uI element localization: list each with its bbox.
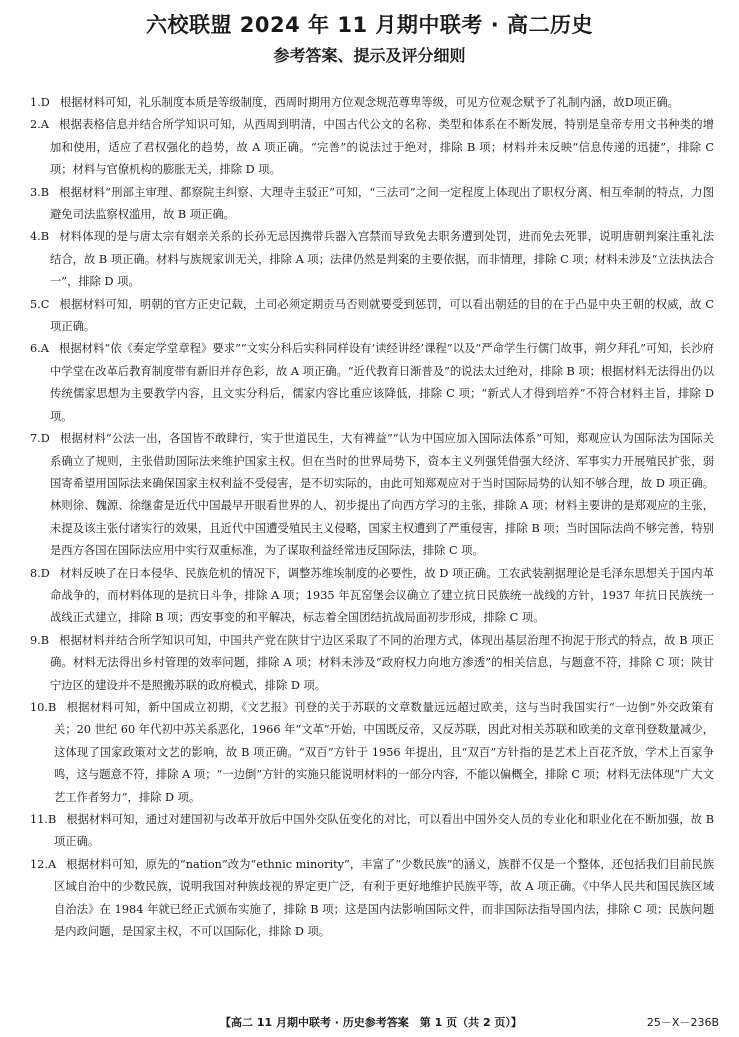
answer-item	[30, 854, 714, 944]
answer-number: 9.	[30, 633, 41, 647]
answer-number: 3.	[30, 185, 41, 199]
answer-key: B	[47, 700, 57, 714]
answer-item	[30, 114, 714, 181]
answer-item	[30, 428, 714, 562]
answer-item	[30, 563, 714, 630]
answer-item	[30, 226, 714, 293]
footer-code: 25－X－236B	[646, 1016, 719, 1029]
answer-number: 2.	[30, 118, 41, 132]
answer-explanation: 根据材料可知，礼乐制度本质是等级制度，西周时期用方位观念规范尊卑等级，可见方位观念赋予了礼制内涵，故D项正确。	[59, 96, 679, 109]
page-title: 六校联盟 2024 年 11 月期中联考 · 高二历史	[145, 13, 593, 37]
answer-item	[30, 630, 714, 697]
answer-explanation: 根据材料“公法一出，各国皆不敢肆行，实于世道民生，大有裨益”“认为中国应加入国际法体系”可知，郑观应认为国际法为国际关系确立了规则，主张借助国际法来维护国家主权。但在当时的世界局势下，资本主义列强凭借强大经济、军事实力开展殖民扩张，弱国寄希望用国际法来确保国家主权利益不受侵害，是不切实际的，由此可知郑观应对于当时国际局势的认知不够合理，故 D 项正确。林则徐、魏源、徐继畬是近代中国最早开眼看世界的人，初步提出了向西方学习的主张，排除 A 项；材料主要讲的是郑观应的主张，未提及该主张付诸实行的效果，且近代中国遭受殖民主义侵略，国家主权遭到了严重侵害，排除 B 项；当时国际法尚不够完善，特别是西方各国在国际法应用中实行双重标准，为了谋取利益经常违反国际法，排除 C 项。	[50, 432, 714, 558]
answer-explanation: 根据材料并结合所学知识可知，中国共产党在陕甘宁边区采取了不同的治理方式，体现出基层治理不拘泥于形式的特点，故 B 项正确。材料无法得出乡村管理的效率问题，排除 A 项；材料未涉及“政府权力向地方渗透”的相关信息，与题意不符，排除 C 项；陕甘宁边区的建设并不是照搬苏联的政府模式，排除 D 项。	[50, 633, 714, 692]
answer-explanation: 材料反映了在日本侵华、民族危机的情况下，调整苏维埃制度的必要性，故 D 项正确。工农武装割据理论是毛泽东思想关于国内革命战争的，而材料体现的是抗日斗争，排除 A 项；1935 年瓦窑堡会议确立了建立抗日民族统一战线的方针，1937 年抗日民族统一战线正式建立，排除 B 项；西安事变的和平解决，标志着全国团结抗战局面初步形成，排除 C 项。	[50, 566, 714, 625]
answer-item	[30, 182, 714, 227]
answer-number: 4.	[30, 230, 41, 244]
answer-number: 5.	[30, 297, 41, 311]
answer-key: A	[47, 857, 57, 871]
answer-number: 7.	[30, 432, 41, 446]
answer-key: D	[40, 432, 50, 446]
answer-explanation: 根据材料可知，明朝的官方正史记载，土司必须定期贡马否则就要受到惩罚，可以看出朝廷的目的在于凸显中央王朝的权威，故 C 项正确。	[50, 297, 714, 334]
answer-number: 6.	[30, 342, 41, 356]
footer-label: 【高二 11 月期中联考 · 历史参考答案 第 1 页（共 2 页）】	[220, 1016, 522, 1029]
answer-item	[30, 294, 714, 339]
answer-number: 11.	[30, 813, 48, 826]
answer-key: C	[40, 297, 50, 311]
answer-key: A	[40, 342, 49, 356]
answer-key: D	[40, 96, 50, 109]
answer-explanation: 材料体现的是与唐太宗有姻亲关系的长孙无忌因携带兵器入宫禁而导致免去职务遭到处罚，进而免去死罪，说明唐朝判案注重礼法结合，故 B 项正确。材料与族规家训无关，排除 A 项；法律仍然是判案的主要依据，而非情理，排除 C 项；材料未涉及“立法执法合一”，排除 D 项。	[50, 230, 714, 289]
answer-explanation: 根据材料可知，原先的“nation”改为“ethnic minority”，丰富了“少数民族”的涵义，族群不仅是一个整体，还包括我们目前民族区域自治中的少数民族，说明我国对种族歧视的界定更广泛，有利于更好地维护民族平等，故 A 项正确。《中华人民共和国民族区域自治法》在 1984 年就已经正式颁布实施了，排除 B 项；这是国内法影响国际文件，而非国际法指导国内法，排除 C 项；民族问题是内政问题，是国家主权，不可以国际化，排除 D 项。	[54, 857, 714, 939]
answer-key: B	[40, 633, 50, 647]
answer-explanation: 根据材料“依《奏定学堂章程》要求”“文实分科后实科同样设有‘读经讲经’课程”以及“严命学生行儒门故事，朔夕拜孔”可知，长沙府中学堂在改革后教育制度带有新旧并存色彩，故 A 项正确。“近代教育日渐普及”的说法太过绝对，排除 B 项；根据材料无法得出仍以传统儒家思想为主要教学内容，且文实分科后，儒家内容比重应该降低，排除 C 项；“新式人才得到培养”不符合材料主旨，排除 D 项。	[50, 342, 714, 423]
answer-key: B	[40, 185, 50, 199]
answer-number: 1.	[30, 96, 41, 109]
answer-key: B	[47, 813, 57, 826]
answer-explanation: 根据表格信息并结合所学知识可知，从西周到明清，中国古代公文的名称、类型和体系在不断发展，特别是皇帝专用文书种类的增加和使用，适应了君权强化的趋势，故 A 项正确。“完善”的说法过于绝对，排除 B 项；材料并未反映“信息传递的迅捷”，排除 C 项；材料与官僚机构的膨胀无关，排除 D 项。	[50, 118, 714, 177]
answer-item	[30, 697, 714, 809]
answer-item	[30, 338, 714, 428]
answer-key: A	[40, 118, 49, 132]
answer-key: B	[40, 230, 50, 244]
answer-explanation: 根据材料“刑部主审理、都察院主纠察、大理寺主驳正”可知，“三法司”之间一定程度上体现出了职权分离、相互牵制的特点，力图避免司法监察权滥用，故 B 项正确。	[50, 185, 714, 222]
answer-key: D	[40, 566, 50, 580]
answer-explanation: 根据材料可知，新中国成立初期，《文艺报》刊登的关于苏联的文章数量远远超过欧美，这与当时我国实行“一边倒”外交政策有关；20 世纪 60 年代初中苏关系恶化，1966 年“文革”开始，中国既反帝，又反苏联，因此对相关苏联和欧美的文章刊登数量减少，这体现了国家政策对文艺的影响，故 B 项正确。“双百”方针于 1956 年提出，且“双百”方针指的是艺术上百花齐放，学术上百家争鸣，这与题意不符，排除 A 项；“一边倒”方针的实施只能说明材料的一部分内容，不能以偏概全，排除 C 项；材料无法体现“广大文艺工作者努力”，排除 D 项。	[54, 700, 714, 804]
page-subtitle: 参考答案、提示及评分细则	[273, 46, 466, 65]
answer-number: 12.	[30, 857, 48, 871]
answer-number: 8.	[30, 566, 41, 580]
answer-item	[30, 809, 714, 854]
answer-explanation: 根据材料可知，通过对建国初与改革开放后中国外交队伍变化的对比，可以看出中国外交人员的专业化和职业化在不断加强，故 B 项正确。	[54, 813, 714, 849]
answer-list	[30, 92, 714, 943]
answer-item	[30, 92, 714, 114]
answer-number: 10.	[30, 700, 48, 714]
